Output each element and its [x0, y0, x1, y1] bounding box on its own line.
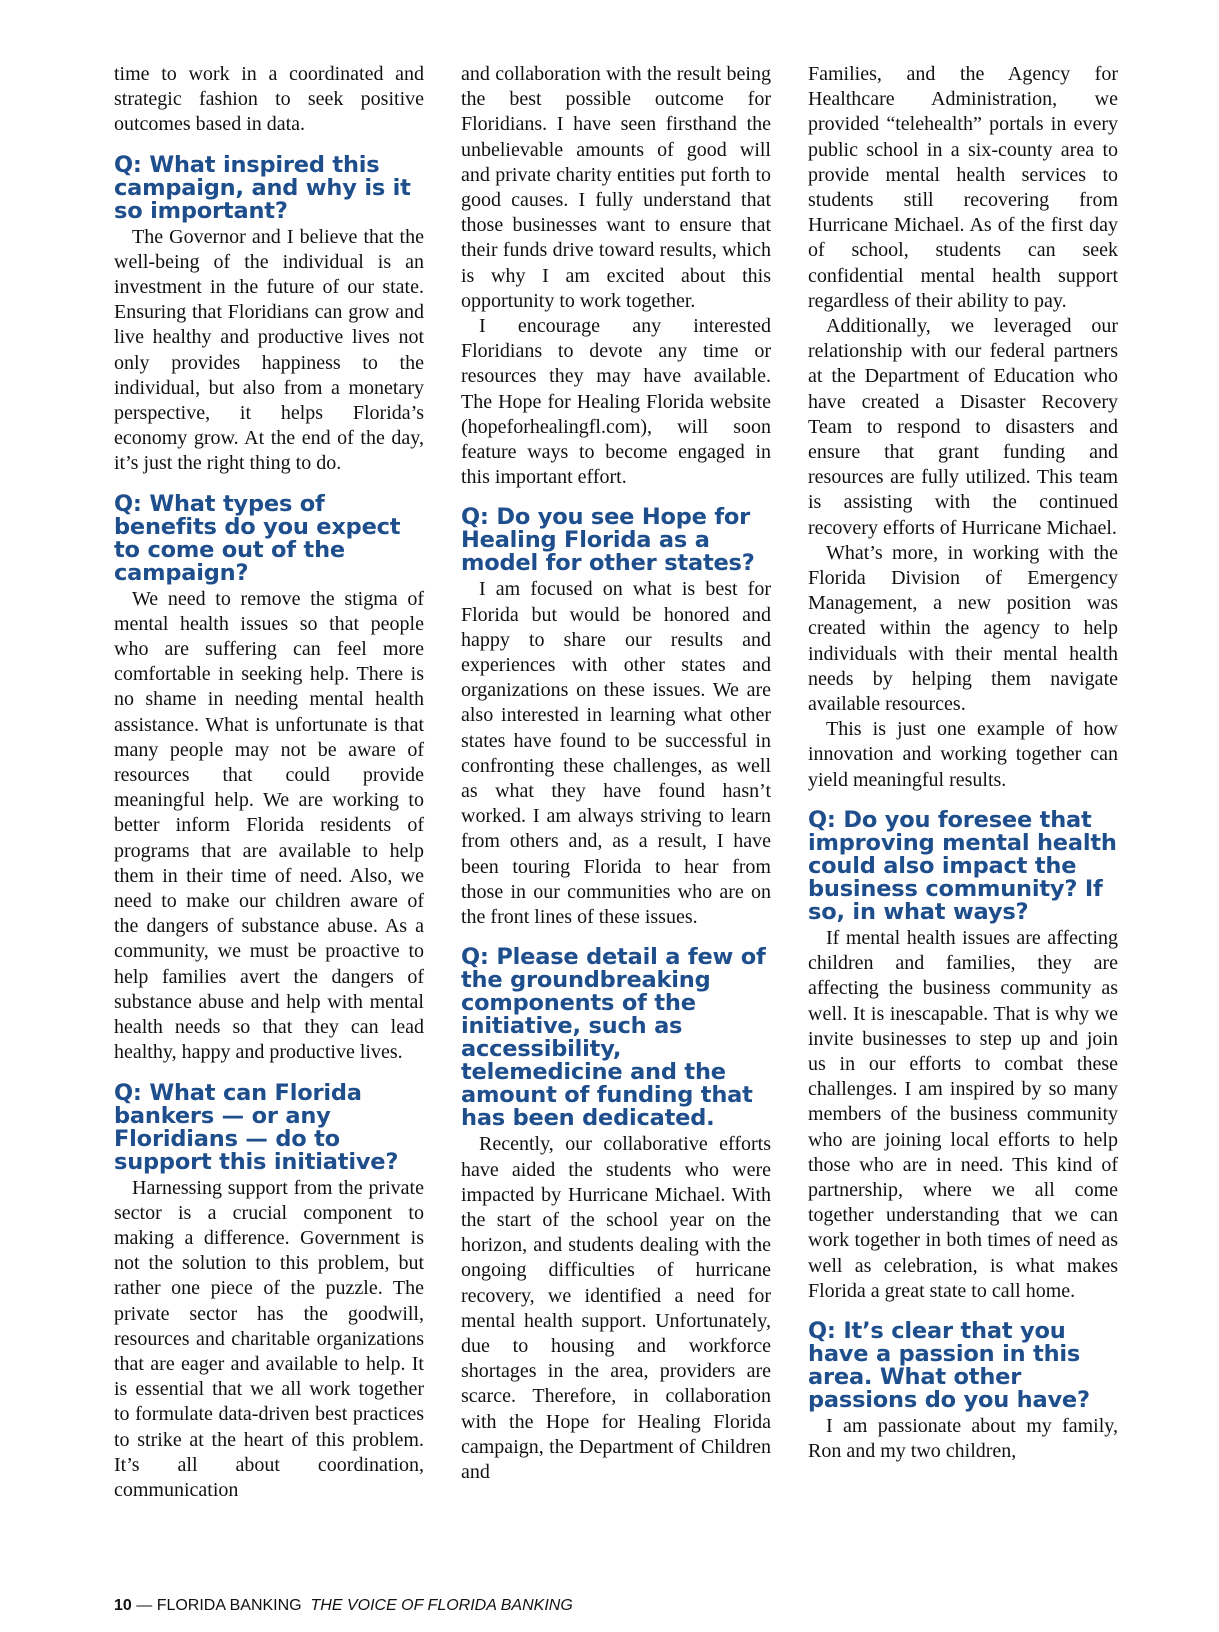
article-column-2 [461, 62, 771, 1485]
article-column-3 [808, 62, 1118, 1464]
publication-tagline: THE VOICE OF FLORIDA BANKING [310, 1597, 573, 1614]
question-heading: Q: Do you see Hope for Healing Florida as a model for other states? [461, 504, 755, 577]
page-number: 10 [114, 1597, 132, 1614]
paragraph: I am focused on what is best for Florida but would be honored and happy to share our results and experiences with other states and organizations on these issues. We are also interested in learning what other states have found to be successful in confronting these challenges, as well as what they have found hasn’t worked. I am always striving to learn from others and, as a result, I have been touring Florida to hear from those in our communities who are on the front lines of these issues. [461, 578, 771, 929]
paragraph: time to work in a coordinated and strategic fashion to seek positive outcomes based in data. [114, 63, 424, 136]
question-heading: Q: What types of benefits do you expect to come out of the campaign? [114, 490, 401, 586]
paragraph: Families, and the Agency for Healthcare Administration, we provided “telehealth” portals in every public school in a six-county area to provide mental health services to students still recovering from Hurricane Michael. As of the first day of school, students can seek confidential mental health support regardless of their ability to pay. [808, 63, 1118, 312]
footer-separator: — [131, 1597, 157, 1614]
paragraph: I am passionate about my family, Ron and my two children, [808, 1414, 1118, 1463]
question-heading: Q: Please detail a few of the groundbreaking components of the initiative, such as accessibility, telemedicine and the amount of funding that has been dedicated. [461, 944, 766, 1132]
paragraph: If mental health issues are affecting children and families, they are affecting the business community as well. It is inescapable. That is why we invite businesses to step up and join us in our efforts to combat these challenges. I am inspired by so many members of the business community who are joining local efforts to help those who are in need. This kind of partnership, where we all come together understanding that we can work together in both times of need as well as celebration, is what makes Florida a great state to call home. [808, 926, 1118, 1302]
question-heading: Q: Do you foresee that improving mental health could also impact the business community? If so, in what ways? [808, 806, 1117, 925]
paragraph: Harnessing support from the private sector is a crucial component to making a difference. Government is not the solution to this problem, but rather one piece of the puzzle. The private sector has the goodwill, resources and charitable organizations that are eager and available to help. It is essential that we all work together to formulate data-driven best practices to strike at the heart of this problem. It’s all about coordination, communication [114, 1176, 424, 1501]
paragraph: Recently, our collaborative efforts have aided the students who were impacted by Hurricane Michael. With the start of the school year on the horizon, and students dealing with the ongoing difficulties of hurricane recovery, we identified a need for mental health support. Unfortunately, due to housing and workforce shortages in the area, providers are scarce. Therefore, in collaboration with the Hope for Healing Florida campaign, the Department of Children and [461, 1133, 771, 1483]
paragraph: We need to remove the stigma of mental health issues so that people who are suffering can feel more comfortable in seeking help. There is no shame in needing mental health assistance. What is unfortunate is that many people may not be aware of resources that could provide meaningful help. We are working to better inform Florida residents of programs that are available to help them in their time of need. Also, we need to make our children aware of the dangers of substance abuse. As a community, we must be proactive to help families avert the dangers of substance abuse and help with mental health needs so that they can lead healthy, happy and productive lives. [114, 587, 424, 1064]
paragraph: and collaboration with the result being the best possible outcome for Floridians. I have seen firsthand the unbelievable amounts of good will and private charity entities put forth to good causes. I fully understand that those businesses want to ensure that their funds drive toward results, which is why I am excited about this opportunity to work together. [461, 63, 771, 312]
question-heading: Q: It’s clear that you have a passion in this area. What other passions do you have? [808, 1317, 1090, 1413]
paragraph: Additionally, we leveraged our relationship with our federal partners at the Department of Education who have created a Disaster Recovery Team to respond to disasters and ensure that grant funding and resources are fully utilized. This team is assisting with the continued recovery efforts of Hurricane Michael. [808, 315, 1118, 539]
paragraph: I encourage any interested Floridians to devote any time or resources they may have available. The Hope for Healing Florida website (hopeforhealingfl.com), will soon feature ways to become engaged in this important effort. [461, 315, 771, 489]
paragraph: This is just one example of how innovation and working together can yield meaningful results. [808, 718, 1118, 791]
article-column-1 [114, 62, 424, 1503]
question-heading: Q: What can Florida bankers — or any Floridians — do to support this initiative? [114, 1079, 399, 1175]
paragraph: The Governor and I believe that the well-being of the individual is an investment in the future of our state. Ensuring that Floridians can grow and live healthy and productive lives not only provides happiness to the individual, but also from a monetary perspective, it helps Florida’s economy grow. At the end of the day, it’s just the right thing to do. [114, 225, 424, 475]
publication-name: FLORIDA BANKING [156, 1597, 302, 1614]
question-heading: Q: What inspired this campaign, and why is it so important? [114, 151, 411, 224]
paragraph: What’s more, in working with the Florida Division of Emergency Management, a new position was created within the agency to help individuals with their mental health needs by helping them navigate available resources. [808, 541, 1118, 716]
page-footer [114, 1597, 573, 1615]
